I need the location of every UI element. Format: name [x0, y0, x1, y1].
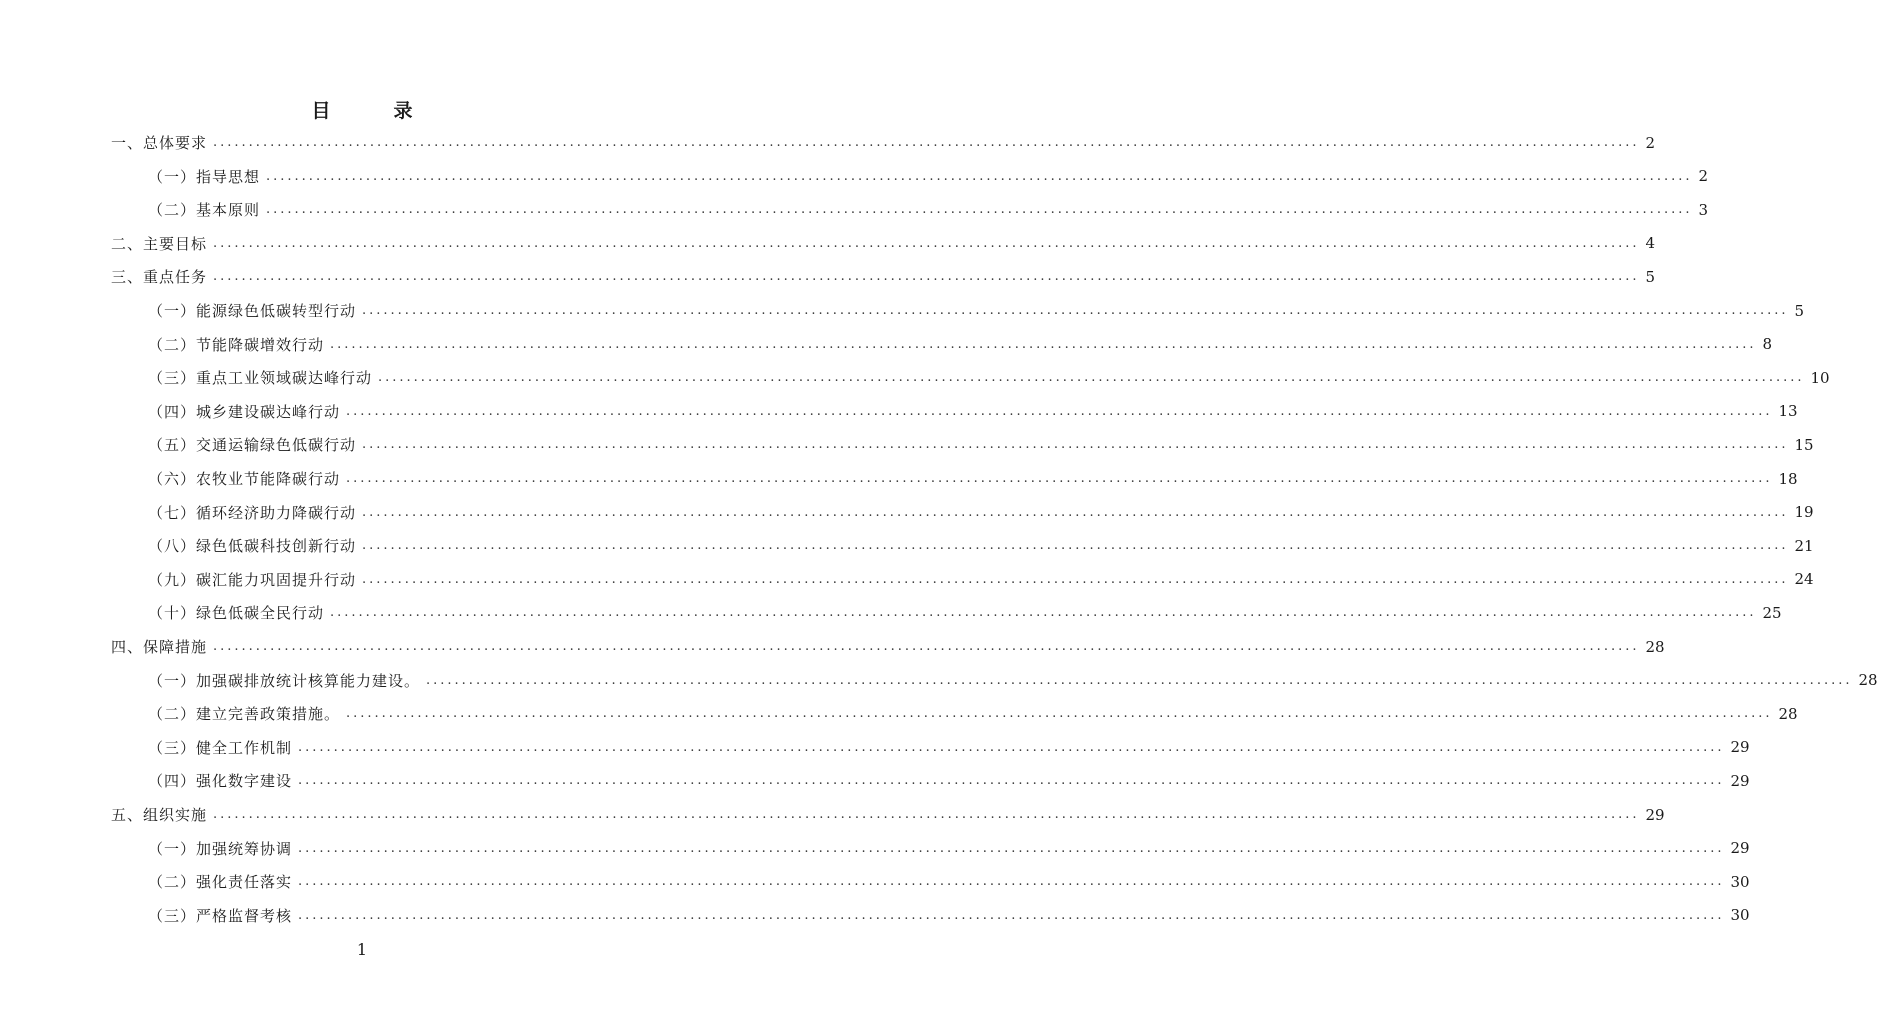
toc-entry-page: 3	[1698, 200, 1709, 219]
dot-leader: ........................................................................................................................................................................................................	[330, 605, 1757, 621]
toc-entry-page: 28	[1645, 637, 1665, 656]
dot-leader: ........................................................................................................................................................................................................	[298, 840, 1725, 856]
dot-leader: ........................................................................................................................................................................................................	[266, 168, 1693, 184]
toc-entry-page: 5	[1645, 267, 1656, 286]
toc-entry-page: 30	[1730, 872, 1750, 891]
dot-leader: ........................................................................................................................................................................................................	[362, 538, 1789, 554]
dot-leader: ........................................................................................................................................................................................................	[213, 639, 1640, 654]
toc-entry-label: （五）交通运输绿色低碳行动	[148, 436, 357, 455]
toc-entry[interactable]	[0, 563, 1814, 596]
toc-entry-page: 30	[1730, 906, 1750, 925]
toc-entry[interactable]	[0, 428, 1814, 461]
toc-entry-label: （一）指导思想	[148, 167, 261, 186]
toc-entry-page: 2	[1698, 167, 1709, 186]
toc-entry-label: 三、重点任务	[111, 268, 208, 287]
toc-entry-label: （三）严格监督考核	[148, 906, 293, 925]
dot-leader: ........................................................................................................................................................................................................	[346, 471, 1773, 486]
toc-entry-page: 29	[1645, 805, 1665, 824]
toc-entry[interactable]	[0, 630, 1665, 663]
toc-entry-label: 一、总体要求	[111, 134, 208, 152]
toc-title: 目 录	[311, 100, 435, 122]
toc-entry-label: （三）重点工业领域碳达峰行动	[148, 369, 373, 388]
toc-entry-page: 24	[1794, 570, 1814, 589]
toc-entry-page: 13	[1778, 402, 1798, 421]
toc-entry-page: 28	[1858, 671, 1878, 690]
dot-leader: ........................................................................................................................................................................................................	[298, 874, 1725, 890]
toc-entry-page: 29	[1730, 738, 1750, 757]
toc-entry[interactable]	[0, 361, 1830, 394]
toc-entry[interactable]	[0, 899, 1750, 932]
toc-entry[interactable]	[0, 126, 1656, 159]
toc-entry-label: （二）节能降碳增效行动	[148, 335, 325, 354]
toc-entry-label: （八）绿色低碳科技创新行动	[148, 537, 357, 556]
toc-entry-label: 四、保障措施	[111, 638, 208, 656]
dot-leader: ........................................................................................................................................................................................................	[298, 773, 1725, 789]
toc-entry[interactable]	[0, 462, 1798, 495]
toc-entry[interactable]	[0, 395, 1798, 428]
toc-entry[interactable]	[0, 529, 1814, 562]
toc-entry[interactable]	[0, 496, 1814, 529]
toc-entry-label: （一）加强统筹协调	[148, 839, 293, 858]
toc-entry[interactable]	[0, 764, 1750, 797]
toc-entry-page: 5	[1794, 301, 1805, 320]
dot-leader: ........................................................................................................................................................................................................	[362, 303, 1789, 318]
toc-entry-label: （二）建立完善政策措施。	[148, 705, 341, 724]
dot-leader: ........................................................................................................................................................................................................	[362, 504, 1789, 520]
toc-entry[interactable]	[0, 664, 1878, 697]
dot-leader: ........................................................................................................................................................................................................	[362, 437, 1789, 453]
toc-entry[interactable]	[0, 798, 1665, 831]
dot-leader: ........................................................................................................................................................................................................	[346, 706, 1773, 722]
dot-leader: ........................................................................................................................................................................................................	[378, 370, 1805, 386]
page-number: 1	[356, 940, 368, 959]
toc-entry-page: 29	[1730, 771, 1750, 790]
toc-entry-page: 15	[1794, 435, 1814, 454]
toc-entry[interactable]	[0, 832, 1750, 865]
toc-entry-page: 10	[1810, 368, 1830, 387]
dot-leader: ........................................................................................................................................................................................................	[213, 135, 1640, 150]
dot-leader: ........................................................................................................................................................................................................	[266, 202, 1693, 218]
toc-entry-label: （四）强化数字建设	[148, 772, 293, 791]
dot-leader: ........................................................................................................................................................................................................	[213, 807, 1640, 822]
toc-entry-page: 28	[1778, 704, 1798, 723]
toc-entry[interactable]	[0, 865, 1750, 898]
toc-entry-label: （十）绿色低碳全民行动	[148, 604, 325, 623]
toc-entry-page: 25	[1762, 603, 1782, 622]
dot-leader: ........................................................................................................................................................................................................	[298, 907, 1725, 923]
toc-entry[interactable]	[0, 193, 1709, 226]
dot-leader: ........................................................................................................................................................................................................	[213, 269, 1640, 285]
toc-entry-page: 19	[1794, 503, 1814, 522]
toc-entry-page: 2	[1645, 133, 1656, 152]
dot-leader: ........................................................................................................................................................................................................	[298, 739, 1725, 755]
toc-entry-label: （九）碳汇能力巩固提升行动	[148, 570, 357, 589]
toc-entry[interactable]	[0, 328, 1773, 361]
toc-entry-page: 8	[1762, 335, 1773, 354]
toc-entry-page: 4	[1645, 234, 1656, 253]
toc-entry-label: 五、组织实施	[111, 806, 208, 824]
toc-entry-label: （三）健全工作机制	[148, 738, 293, 757]
dot-leader: ........................................................................................................................................................................................................	[346, 403, 1773, 419]
dot-leader: ........................................................................................................................................................................................................	[426, 672, 1853, 688]
toc-entry-label: 二、主要目标	[111, 234, 208, 253]
dot-leader: ........................................................................................................................................................................................................	[362, 571, 1789, 587]
dot-leader: ........................................................................................................................................................................................................	[213, 235, 1640, 251]
toc-entry-label: （一）加强碳排放统计核算能力建设。	[148, 671, 421, 690]
toc-entry[interactable]	[0, 697, 1798, 730]
toc-entry[interactable]	[0, 227, 1656, 260]
toc-entry-label: （七）循环经济助力降碳行动	[148, 503, 357, 522]
toc-entry-label: （二）基本原则	[148, 201, 261, 220]
toc-entry-label: （二）强化责任落实	[148, 873, 293, 892]
toc-entry[interactable]	[0, 260, 1656, 293]
toc-entry-page: 18	[1778, 469, 1798, 488]
toc-entry-label: （一）能源绿色低碳转型行动	[148, 302, 357, 320]
toc-entry[interactable]	[0, 731, 1750, 764]
toc-entry-page: 29	[1730, 839, 1750, 858]
toc-entry[interactable]	[0, 160, 1709, 193]
toc-entry-label: （六）农牧业节能降碳行动	[148, 470, 341, 488]
toc-entry[interactable]	[0, 294, 1805, 327]
toc-entry[interactable]	[0, 596, 1782, 629]
toc-entry-label: （四）城乡建设碳达峰行动	[148, 402, 341, 421]
dot-leader: ........................................................................................................................................................................................................	[330, 336, 1757, 352]
toc-entry-page: 21	[1794, 536, 1814, 555]
